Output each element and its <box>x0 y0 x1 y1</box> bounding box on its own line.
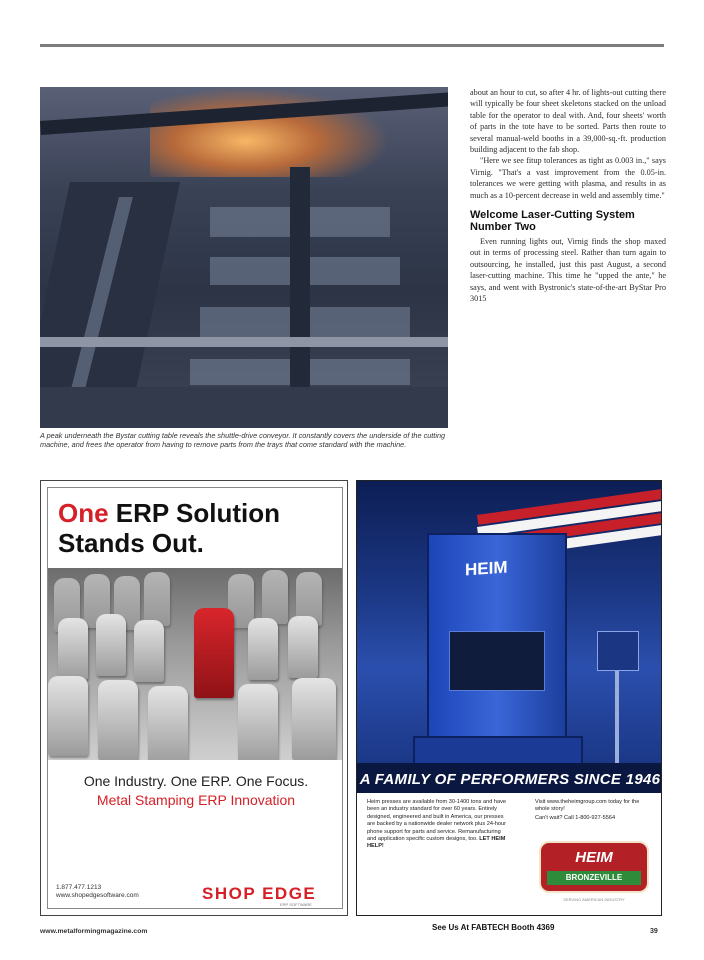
heim-visit-text: Visit www.theheimgroup.com today for the whole story! <box>535 799 640 813</box>
article-column <box>470 87 666 305</box>
heim-logo-sub: SERVING AMERICAN INDUSTRY <box>563 897 625 902</box>
ad-website: www.shopedgesoftware.com <box>56 892 139 899</box>
footer-website[interactable]: www.metalformingmagazine.com <box>40 928 148 935</box>
heim-press-photo <box>357 481 662 793</box>
heim-body-text: Heim presses are available from 30-1400 tons and have been an industry standard for over 60 years. Entirely designed, engineered and built in America, our presses are backed by a nationwide dealer network plus 24-hour phone support for parts and service. Remanufacturing and application specific custom designs, too. LET HEIM HELP! <box>367 799 506 850</box>
ad-contact <box>56 884 139 900</box>
ad-headline: One ERP Solution Stands Out. <box>58 498 280 558</box>
article-paragraph: about an hour to cut, so after 4 hr. of lights-out cutting there will typically be four sheet skeletons stacked on the unload table for the operator to deal with. And, four sheets' worth of parts in the tote have to be sorted. Parts then route to several manual-weld booths in a 39,000-sq.-ft. production building adjacent to the fab shop. <box>470 88 666 155</box>
footer-booth: See Us At FABTECH Booth 4369 <box>432 923 555 932</box>
shopedge-logo-sub: ERP SOFTWARE <box>280 902 312 907</box>
heim-bronzeville-logo: HEIM BRONZEVILLE <box>539 841 649 893</box>
top-rule <box>40 44 664 47</box>
red-figure <box>194 608 234 698</box>
heim-advertisement[interactable] <box>356 480 662 916</box>
page-number: 39 <box>650 928 658 935</box>
heim-call-text: Can't wait? Call 1-800-927-5564 <box>535 815 616 821</box>
ad-phone: 1.877.477.1213 <box>56 884 102 891</box>
shopedge-advertisement[interactable] <box>40 480 348 916</box>
press-brand: HEIM <box>465 557 508 580</box>
crowd-illustration <box>48 568 343 760</box>
ad-subtagline: Metal Stamping ERP Innovation <box>96 792 296 808</box>
article-paragraph: Even running lights out, Virnig finds the shop maxed out in terms of processing steel. Rather than turn again to outsourcing, he installed, just this past August, a second laser-cutting machine. This time he "upped the ante," he says, and went with Bystronic's state-of-the-art ByStar Pro 3015 <box>470 237 666 304</box>
shopedge-logo: SHOP EDGE <box>202 884 317 903</box>
conveyor-photo <box>40 87 448 428</box>
article-paragraph: "Here we see fitup tolerances as tight as 0.003 in.," says Virnig. "That's a vast improvement from the 0.05-in. tolerances we were getting with plasma, and results in as much as a 10-percent decrease in weld and assembly time." <box>470 156 666 200</box>
ad-tagline: One Industry. One ERP. One Focus. <box>83 773 309 789</box>
photo-caption: A peak underneath the Bystar cutting table reveals the shuttle-drive conveyor. It constantly covers the underside of the cutting machine, and frees the operator from having to remove parts from the trays that come standard with the machine. <box>40 431 446 450</box>
heim-banner: A FAMILY OF PERFORMERS SINCE 1946 <box>359 771 661 788</box>
article-subheading: Welcome Laser-Cutting System Number Two <box>470 209 635 234</box>
